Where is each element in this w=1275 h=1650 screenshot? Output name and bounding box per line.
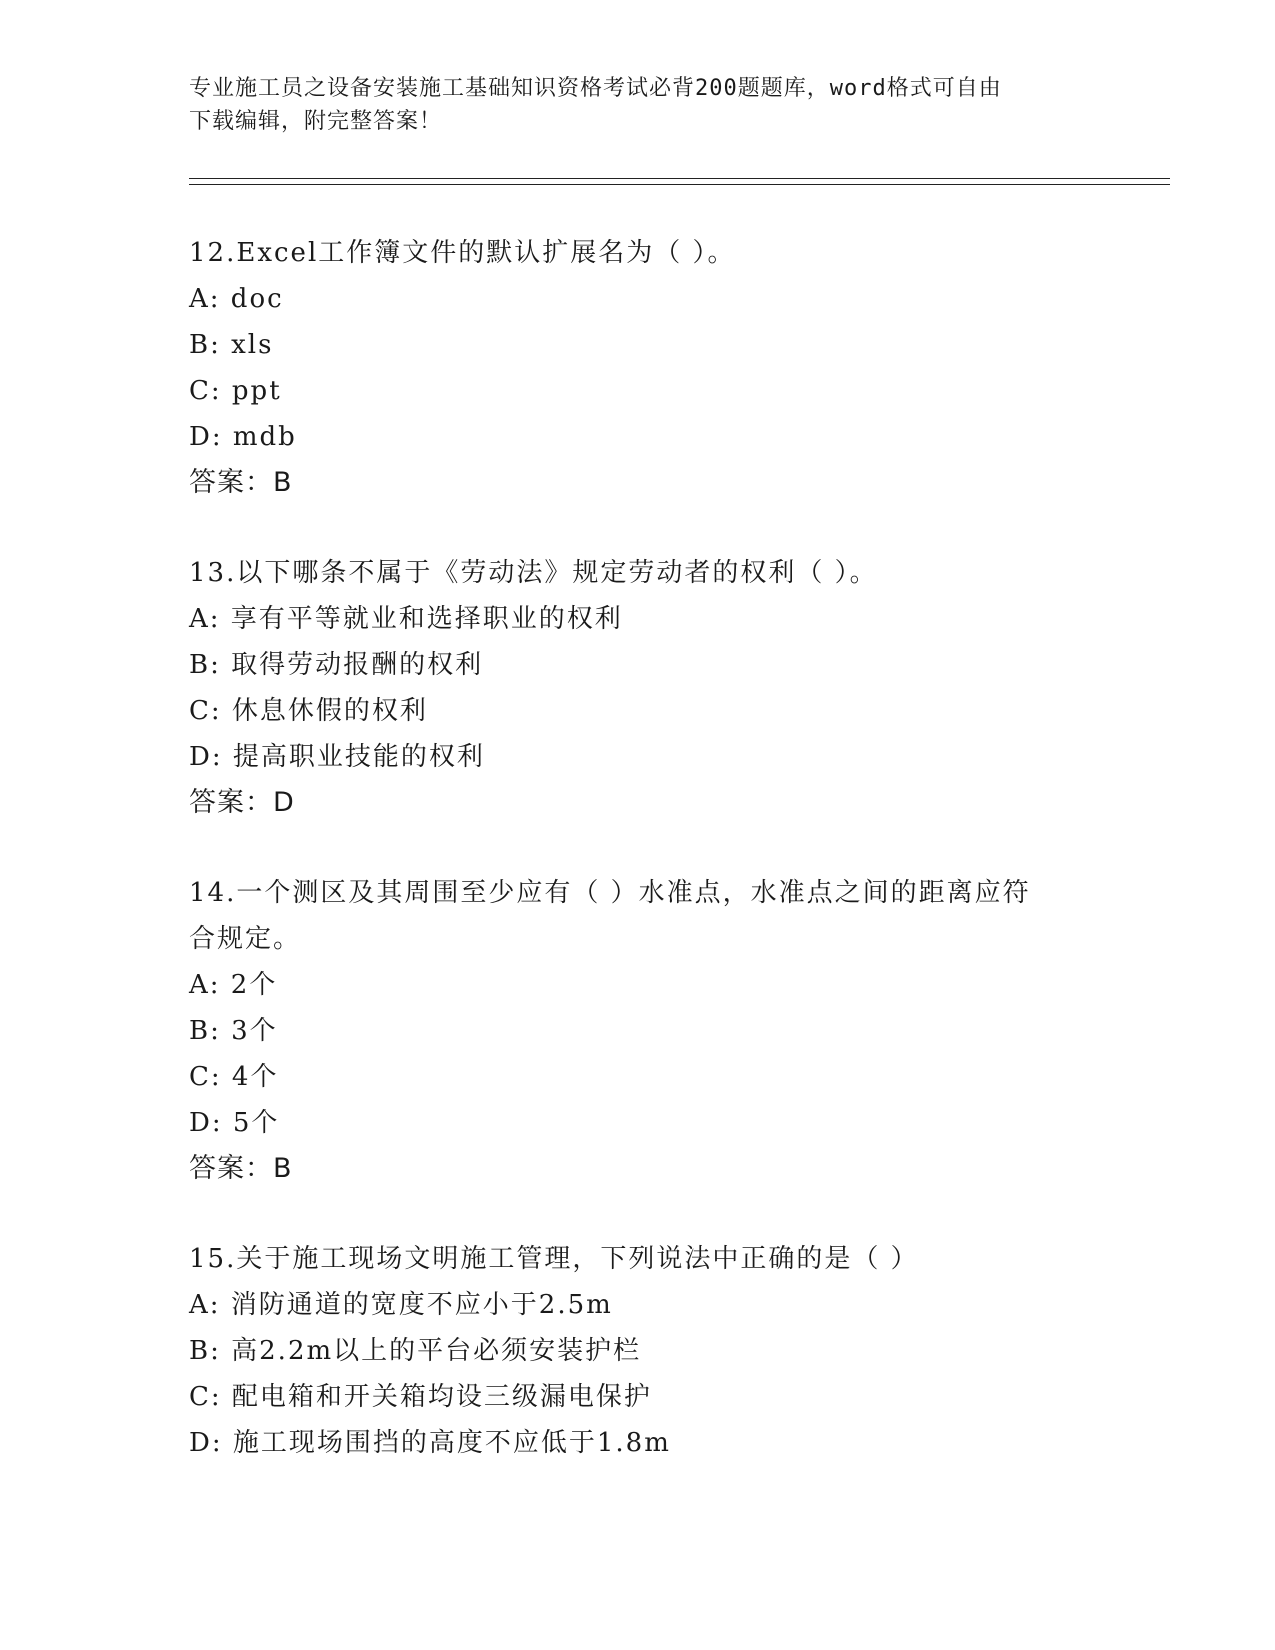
question-stem: 14.一个测区及其周围至少应有（ ）水准点，水准点之间的距离应符 [189, 878, 1031, 908]
question-stem-continued: 合规定。 [189, 924, 302, 954]
answer: 答案：B [189, 1153, 293, 1184]
option-d: D: 5个 [189, 1108, 280, 1138]
option-b: B: xls [189, 330, 274, 360]
option-c: C: 4个 [189, 1062, 279, 1092]
option-c: C: ppt [189, 376, 282, 406]
header-line-1: 专业施工员之设备安装施工基础知识资格考试必背200题题库，word格式可自由 [189, 76, 1002, 101]
option-b: B: 取得劳动报酬的权利 [189, 650, 484, 680]
question-13 [189, 550, 1089, 826]
header-divider-top [189, 178, 1170, 179]
document-header [189, 72, 1089, 138]
option-d: D: 提高职业技能的权利 [189, 742, 485, 772]
option-a: A: 消防通道的宽度不应小于2.5m [189, 1290, 613, 1320]
header-line-2: 下载编辑，附完整答案！ [189, 109, 443, 134]
option-c: C: 休息休假的权利 [189, 696, 428, 726]
answer: 答案：D [189, 787, 295, 818]
header-divider-bottom [189, 184, 1170, 185]
option-a: A: 享有平等就业和选择职业的权利 [189, 604, 623, 634]
question-stem: 15.关于施工现场文明施工管理，下列说法中正确的是（ ） [189, 1244, 919, 1274]
option-d: D: mdb [189, 422, 297, 452]
option-c: C: 配电箱和开关箱均设三级漏电保护 [189, 1382, 652, 1412]
question-15 [189, 1236, 1089, 1466]
option-b: B: 3个 [189, 1016, 278, 1046]
question-stem: 13.以下哪条不属于《劳动法》规定劳动者的权利（ ）。 [189, 558, 878, 588]
option-a: A: doc [189, 284, 284, 314]
answer: 答案：B [189, 467, 293, 498]
question-14 [189, 870, 1089, 1192]
option-b: B: 高2.2m以上的平台必须安装护栏 [189, 1336, 642, 1366]
option-d: D: 施工现场围挡的高度不应低于1.8m [189, 1428, 671, 1458]
option-a: A: 2个 [189, 970, 278, 1000]
question-stem: 12.Excel工作簿文件的默认扩展名为（ ）。 [189, 238, 736, 268]
question-12 [189, 230, 1089, 506]
